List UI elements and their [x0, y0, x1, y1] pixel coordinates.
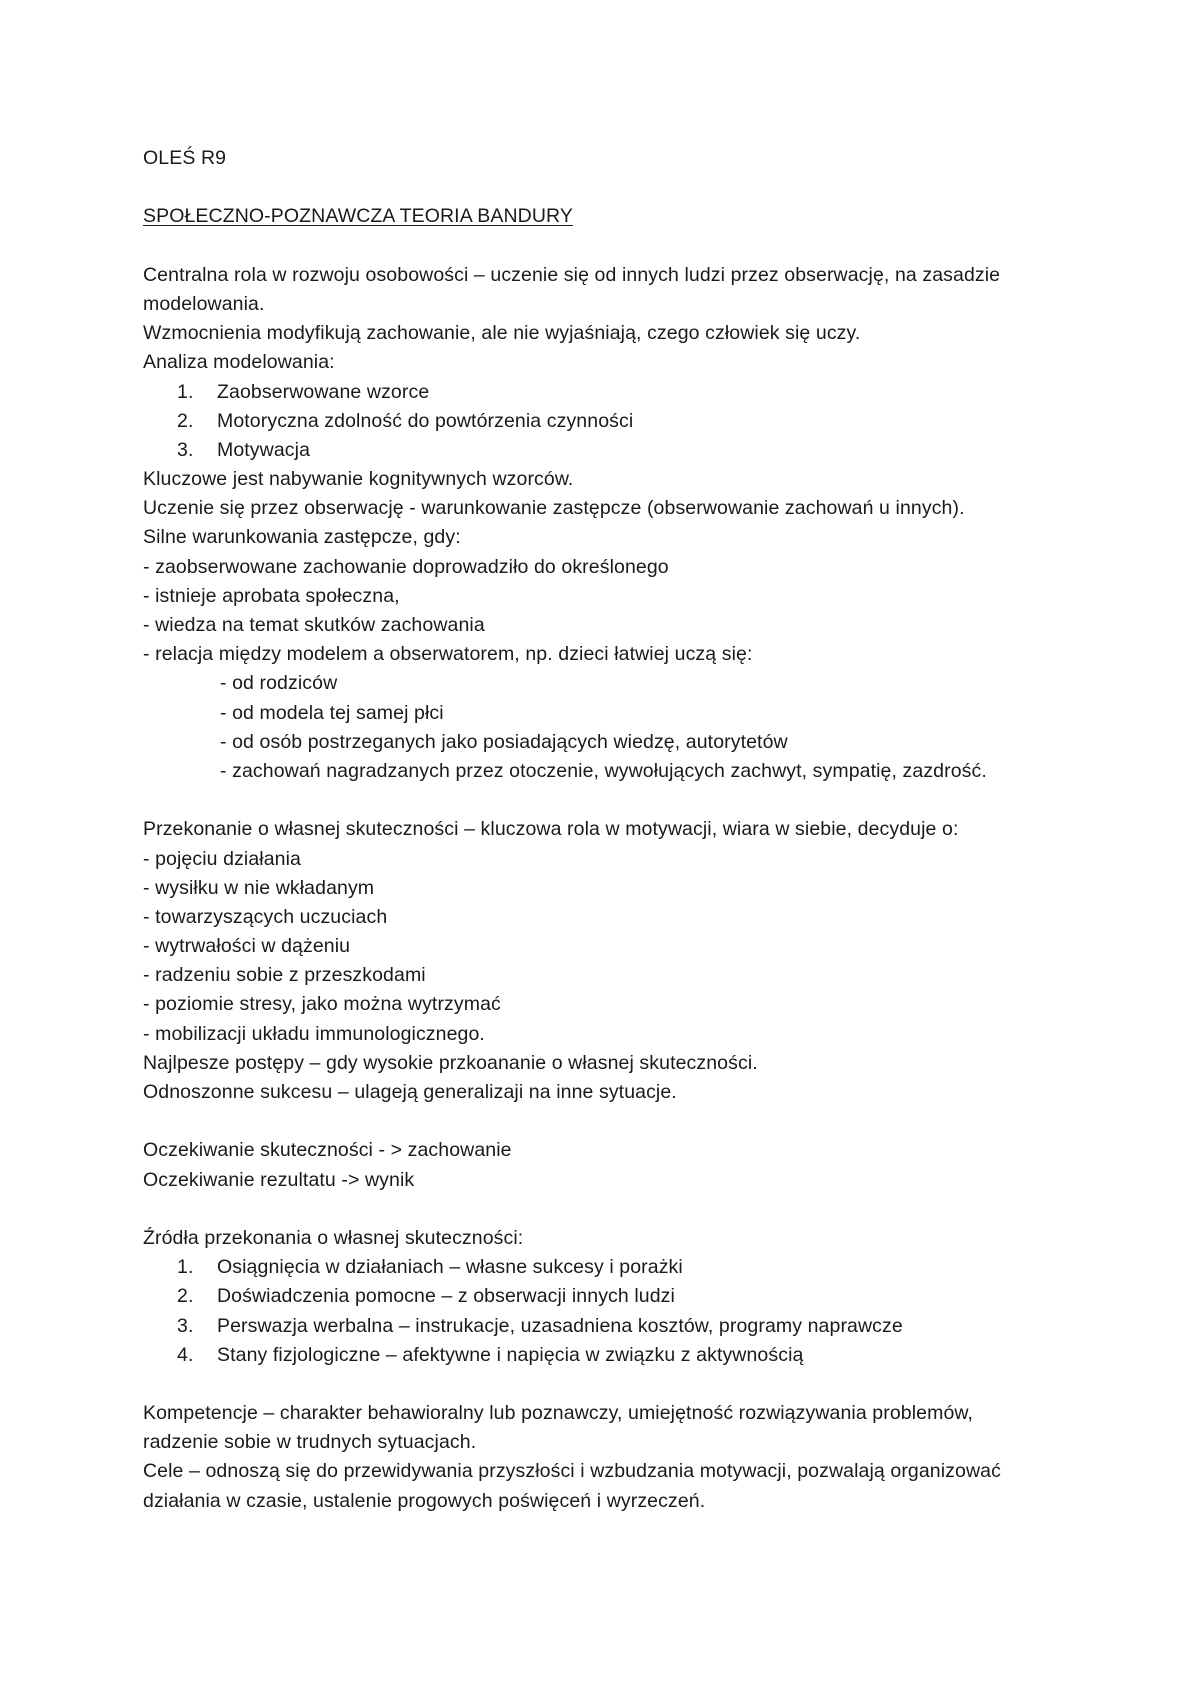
list-text: Stany fizjologiczne – afektywne i napięcia w związku z aktywnością — [217, 1343, 804, 1366]
list-text: Doświadczenia pomocne – z obserwacji innych ludzi — [217, 1285, 675, 1308]
spacer — [143, 1370, 1063, 1399]
dash-item: - wytrwałości w dążeniu — [143, 935, 351, 958]
spacer — [143, 232, 1063, 261]
list-item — [143, 1341, 1063, 1370]
list-text: Zaobserwowane wzorce — [217, 380, 430, 403]
paragraph-line: Przekonanie o własnej skuteczności – kluczowa rola w motywacji, wiara w siebie, decyduje o: — [143, 818, 959, 841]
list-item — [143, 1282, 1063, 1311]
paragraph-line: Centralna rola w rozwoju osobowości – uczenie się od innych ludzi przez obserwację, na zasadzie — [143, 263, 1001, 286]
paragraph-line: Cele – odnoszą się do przewidywania przyszłości i wzbudzania motywacji, pozwalają organizować — [143, 1460, 1001, 1483]
paragraph-line: Najlpesze postępy – gdy wysokie przkoananie o własnej skuteczności. — [143, 1051, 758, 1074]
paragraph-line: Kompetencje – charakter behawioralny lub poznawczy, umiejętność rozwiązywania problemów, — [143, 1402, 974, 1425]
spacer — [143, 1107, 1063, 1136]
paragraph-line: działania w czasie, ustalenie progowych poświęceń i wyrzeczeń. — [143, 1489, 706, 1512]
list-number: 3. — [177, 438, 194, 461]
dash-item: - poziomie stresy, jako można wytrzymać — [143, 993, 501, 1016]
dash-item: - relacja między modelem a obserwatorem, np. dzieci łatwiej uczą się: — [143, 643, 753, 666]
document-page — [143, 144, 1063, 1516]
list-number: 2. — [177, 1285, 194, 1308]
list-number: 1. — [177, 1256, 194, 1279]
list-number: 3. — [177, 1314, 194, 1337]
list-item — [143, 1253, 1063, 1282]
list-text: Osiągnięcia w działaniach – własne sukcesy i porażki — [217, 1256, 683, 1279]
spacer — [143, 1195, 1063, 1224]
dash-item: - towarzyszących uczuciach — [143, 905, 388, 928]
section-heading: Źródła przekonania o własnej skuteczności: — [143, 1226, 524, 1249]
list-text: Motoryczna zdolność do powtórzenia czynności — [217, 409, 634, 432]
list-text: Perswazja werbalna – instrukacje, uzasadniena kosztów, programy naprawcze — [217, 1314, 903, 1337]
list-text: Motywacja — [217, 438, 311, 461]
paragraph-line: Kluczowe jest nabywanie kognitywnych wzorców. — [143, 468, 574, 491]
nested-dash-item: - od rodziców — [220, 672, 338, 695]
paragraph-line: Uczenie się przez obserwację - warunkowanie zastępcze (obserwowanie zachowań u innych). — [143, 497, 965, 520]
paragraph-line: Oczekiwanie skuteczności - > zachowanie — [143, 1139, 512, 1162]
paragraph-line: radzenie sobie w trudnych sytuacjach. — [143, 1431, 477, 1454]
document-title: SPOŁECZNO-POZNAWCZA TEORIA BANDURY — [143, 205, 573, 228]
list-item — [143, 407, 1063, 436]
paragraph-line: Silne warunkowania zastępcze, gdy: — [143, 526, 461, 549]
list-item — [143, 1312, 1063, 1341]
dash-item: - mobilizacji układu immunologicznego. — [143, 1022, 485, 1045]
document-code: OLEŚ R9 — [143, 147, 227, 169]
spacer — [143, 786, 1063, 815]
paragraph-line: Oczekiwanie rezultatu -> wynik — [143, 1168, 415, 1191]
paragraph-line: Wzmocnienia modyfikują zachowanie, ale nie wyjaśniają, czego człowiek się uczy. — [143, 322, 861, 345]
dash-item: - wiedza na temat skutków zachowania — [143, 614, 485, 636]
nested-dash-item: - od modela tej samej płci — [220, 701, 444, 724]
list-item — [143, 436, 1063, 465]
nested-dash-item: - zachowań nagradzanych przez otoczenie, wywołujących zachwyt, sympatię, zazdrość. — [220, 759, 987, 782]
dash-item: - wysiłku w nie wkładanym — [143, 876, 375, 899]
list-number: 4. — [177, 1343, 194, 1366]
paragraph-line: modelowania. — [143, 292, 265, 315]
paragraph-line: Odnoszonne sukcesu – ulageją generalizaji na inne sytuacje. — [143, 1081, 677, 1103]
paragraph-line: Analiza modelowania: — [143, 351, 335, 374]
dash-item: - pojęciu działania — [143, 847, 301, 870]
list-number: 1. — [177, 380, 194, 403]
dash-item: - istnieje aprobata społeczna, — [143, 584, 400, 607]
spacer — [143, 173, 1063, 202]
dash-item: - zaobserwowane zachowanie doprowadziło do określonego — [143, 555, 669, 578]
list-number: 2. — [177, 409, 194, 432]
nested-dash-item: - od osób postrzeganych jako posiadających wiedzę, autorytetów — [220, 730, 788, 753]
dash-item: - radzeniu sobie z przeszkodami — [143, 964, 426, 987]
list-item — [143, 378, 1063, 407]
